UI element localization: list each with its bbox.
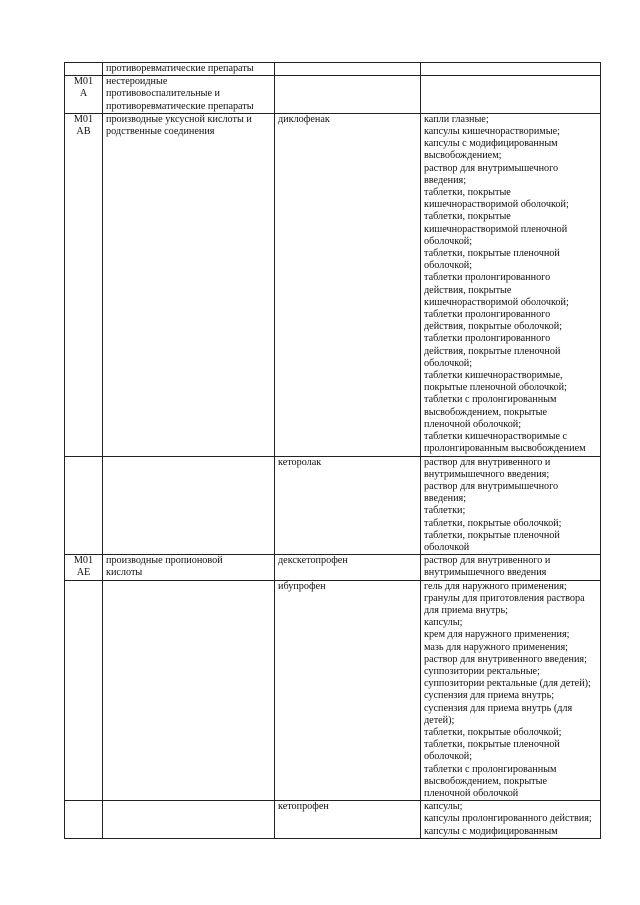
table-row — [65, 456, 601, 555]
dosage-forms-line: капсулы пролонгированного действия; — [424, 813, 592, 825]
dosage-forms-line: детей); — [424, 714, 455, 726]
dosage-forms-line: действия, покрытые оболочкой; — [424, 321, 563, 333]
anatomical-therapeutic-group-line: нестероидные — [106, 76, 168, 88]
dosage-forms-line: кишечнорастворимой оболочкой; — [424, 296, 569, 308]
atc-code-line: AE — [76, 567, 91, 579]
dosage-forms-line: оболочкой; — [424, 260, 473, 272]
drug-name-cell — [275, 555, 421, 580]
drug-name-cell — [275, 801, 421, 839]
dosage-forms-line: таблетки пролонгированного — [424, 309, 551, 321]
dosage-forms-line: таблетки кишечнорастворимые, — [424, 370, 563, 382]
dosage-forms-line: таблетки с пролонгированным — [424, 763, 557, 775]
atc-code-line: M01 — [73, 76, 94, 88]
table-row — [65, 63, 601, 76]
drug-classification-table — [64, 62, 601, 839]
dosage-forms-line: капсулы; — [424, 617, 463, 629]
atc-code-cell — [65, 113, 103, 456]
anatomical-therapeutic-group-cell — [103, 456, 275, 555]
dosage-forms-line: таблетки, покрытые оболочкой; — [424, 726, 562, 738]
dosage-forms-line: суспензия для приема внутрь (для — [424, 702, 573, 714]
dosage-forms-line: действия, покрытые пленочной — [424, 345, 561, 357]
dosage-forms-line: для приема внутрь; — [424, 604, 508, 616]
dosage-forms-cell — [421, 580, 601, 801]
drug-name-cell — [275, 580, 421, 801]
dosage-forms-line: раствор для внутривенного введения; — [424, 653, 587, 665]
atc-code-cell — [65, 63, 103, 76]
table-body — [65, 63, 601, 839]
dosage-forms-line: капсулы; — [424, 801, 463, 813]
dosage-forms-cell — [421, 113, 601, 456]
dosage-forms-line: высвобождением; — [424, 150, 502, 162]
dosage-forms-line: таблетки пролонгированного — [424, 333, 551, 345]
atc-code-line: M01 — [73, 555, 94, 567]
table-row — [65, 580, 601, 801]
drug-name-line: ибупрофен — [278, 580, 326, 592]
dosage-forms-line: таблетки, покрытые пленочной — [424, 739, 560, 751]
dosage-forms-line: высвобождением, покрытые — [424, 775, 547, 787]
table-row — [65, 801, 601, 839]
dosage-forms-cell — [421, 555, 601, 580]
atc-code-line: A — [79, 88, 88, 100]
dosage-forms-line: высвобождением, покрытые — [424, 406, 547, 418]
dosage-forms-cell — [421, 76, 601, 114]
drug-name-line: кетопрофен — [278, 801, 329, 813]
anatomical-therapeutic-group-cell — [103, 580, 275, 801]
anatomical-therapeutic-group-cell — [103, 555, 275, 580]
atc-code-cell — [65, 555, 103, 580]
anatomical-therapeutic-group-cell — [103, 63, 275, 76]
dosage-forms-line: таблетки; — [424, 505, 466, 517]
anatomical-therapeutic-group-line: кислоты — [106, 567, 143, 579]
dosage-forms-line: капсулы кишечнорастворимые; — [424, 126, 560, 138]
anatomical-therapeutic-group-line: производные уксусной кислоты и — [106, 113, 252, 125]
dosage-forms-line: таблетки пролонгированного — [424, 272, 551, 284]
dosage-forms-line: суспензия для приема внутрь; — [424, 690, 555, 702]
anatomical-therapeutic-group-line: противоревматические препараты — [106, 63, 254, 74]
dosage-forms-line: таблетки, покрытые оболочкой; — [424, 517, 562, 529]
atc-code-cell — [65, 76, 103, 114]
atc-code-cell — [65, 801, 103, 839]
dosage-forms-line: таблетки кишечнорастворимые с — [424, 431, 568, 443]
dosage-forms-line: пленочной оболочкой; — [424, 418, 522, 430]
atc-code-line: AB — [76, 126, 91, 138]
dosage-forms-line: пролонгированным высвобождением — [424, 443, 586, 455]
dosage-forms-line: действия, покрытые — [424, 284, 512, 296]
dosage-forms-line: оболочкой; — [424, 235, 473, 247]
dosage-forms-line: суппозитории ректальные; — [424, 665, 540, 677]
dosage-forms-line: таблетки, покрытые — [424, 211, 511, 223]
anatomical-therapeutic-group-line: противоревматические препараты — [106, 100, 254, 112]
dosage-forms-line: введения; — [424, 493, 467, 505]
dosage-forms-line: гранулы для приготовления раствора — [424, 592, 585, 604]
dosage-forms-line: раствор для внутривенного и — [424, 555, 551, 567]
atc-code-line: M01 — [73, 113, 94, 125]
dosage-forms-cell — [421, 456, 601, 555]
table-row — [65, 76, 601, 114]
dosage-forms-cell — [421, 801, 601, 839]
table-row — [65, 113, 601, 456]
dosage-forms-line: кишечнорастворимой пленочной — [424, 223, 568, 235]
dosage-forms-line: введения; — [424, 174, 467, 186]
drug-name-cell — [275, 63, 421, 76]
drug-name-cell — [275, 456, 421, 555]
drug-name-line: кеторолак — [278, 456, 322, 468]
dosage-forms-line: таблетки, покрытые пленочной — [424, 529, 560, 541]
drug-name-cell — [275, 76, 421, 114]
dosage-forms-cell — [421, 63, 601, 76]
dosage-forms-line: раствор для внутримышечного — [424, 162, 559, 174]
dosage-forms-line: суппозитории ректальные (для детей); — [424, 678, 591, 690]
dosage-forms-line: крем для наружного применения; — [424, 629, 570, 641]
anatomical-therapeutic-group-cell — [103, 76, 275, 114]
dosage-forms-line: оболочкой — [424, 541, 470, 553]
drug-name-cell — [275, 113, 421, 456]
anatomical-therapeutic-group-cell — [103, 113, 275, 456]
dosage-forms-line: пленочной оболочкой — [424, 787, 519, 799]
dosage-forms-line: покрытые пленочной оболочкой; — [424, 382, 567, 394]
drug-name-line: декскетопрофен — [278, 555, 348, 567]
dosage-forms-line: таблетки, покрытые — [424, 187, 511, 199]
anatomical-therapeutic-group-line: противовоспалительные и — [106, 88, 220, 100]
dosage-forms-line: кишечнорастворимой оболочкой; — [424, 199, 569, 211]
anatomical-therapeutic-group-cell — [103, 801, 275, 839]
anatomical-therapeutic-group-line: производные пропионовой — [106, 555, 223, 567]
dosage-forms-line: внутримышечного введения — [424, 567, 547, 579]
dosage-forms-line: оболочкой; — [424, 357, 473, 369]
dosage-forms-line: раствор для внутримышечного — [424, 480, 559, 492]
dosage-forms-line: внутримышечного введения; — [424, 468, 550, 480]
dosage-forms-line: таблетки с пролонгированным — [424, 394, 557, 406]
drug-name-line: диклофенак — [278, 113, 330, 125]
dosage-forms-line: мазь для наружного применения; — [424, 641, 569, 653]
dosage-forms-line: раствор для внутривенного и — [424, 456, 551, 468]
table-row — [65, 555, 601, 580]
anatomical-therapeutic-group-line: родственные соединения — [106, 126, 215, 138]
atc-code-cell — [65, 456, 103, 555]
dosage-forms-line: таблетки, покрытые пленочной — [424, 248, 560, 260]
dosage-forms-line: капли глазные; — [424, 113, 489, 125]
dosage-forms-line: капсулы с модифицированным — [424, 138, 558, 150]
dosage-forms-line: гель для наружного применения; — [424, 580, 567, 592]
dosage-forms-line: капсулы с модифицированным — [424, 825, 558, 837]
atc-code-cell — [65, 580, 103, 801]
dosage-forms-line: оболочкой; — [424, 751, 473, 763]
